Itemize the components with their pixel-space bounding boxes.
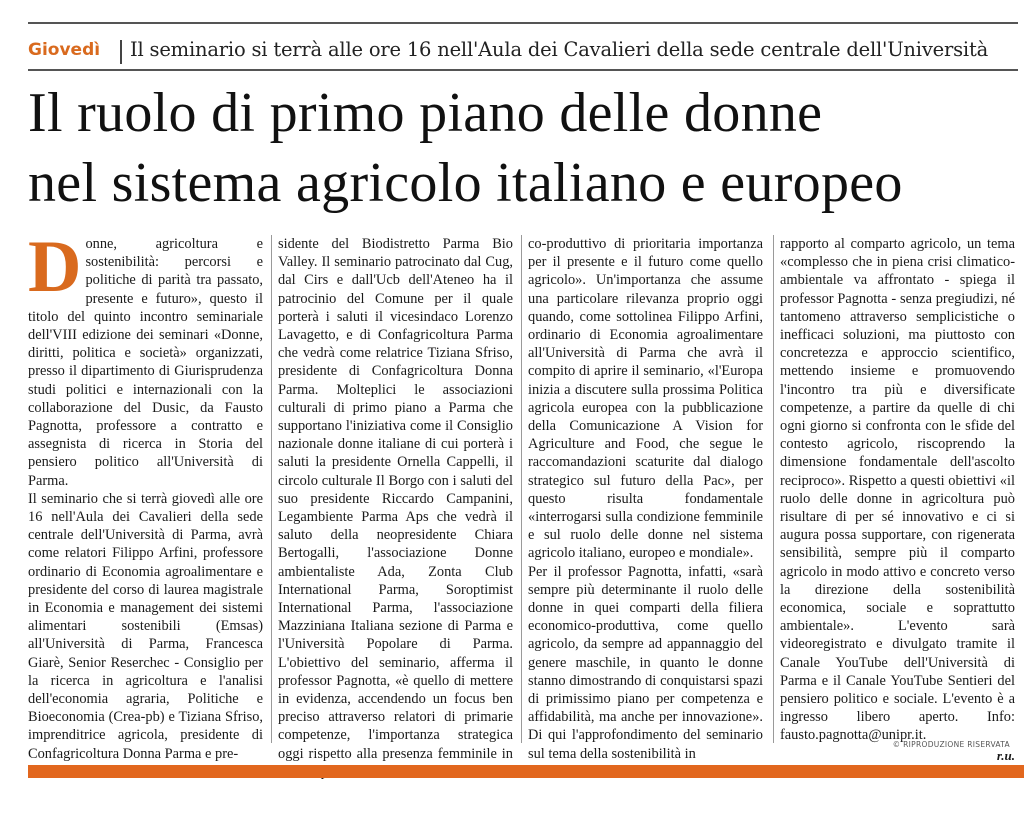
- headline-line-2: nel sistema agricolo italiano e europeo: [28, 152, 903, 214]
- section-label: Giovedì: [28, 40, 101, 60]
- article-body: [28, 226, 1018, 763]
- article-column-2: [278, 235, 513, 781]
- column-divider: [521, 235, 522, 743]
- article-column-1: [28, 226, 263, 763]
- copyright-notice: © RIPRODUZIONE RISERVATA: [892, 740, 1010, 749]
- article-column-4: [780, 235, 1015, 765]
- top-rule: [28, 22, 1018, 24]
- kicker-rule: [28, 69, 1018, 71]
- kicker-bar: [28, 36, 1018, 76]
- drop-cap: D: [28, 226, 82, 308]
- column-divider: [271, 235, 272, 743]
- bottom-color-bar: [28, 765, 1024, 778]
- paragraph: rapporto al comparto agricolo, un tema «complesso che in piena crisi climatico-ambientale va affrontato - spiega il professor Pagnotta - senza pregiudizi, né tantomeno attraverso semplicistiche o inefficaci soluzioni, ma piuttosto con concretezza e approccio scientifico, mettendo insieme e promuovendo l'incontro tra più e diversificate competenze, a partire da quelle di chi ogni giorno si confronta con le sfide del contesto agricolo, riscoprendo la dimensione fondamentale dell'ascolto reciproco». Rispetto a questi obiettivi «il ruolo delle donne in agricoltura può risultare di per sé innovativo e ci si augura possa supportare, con rigenerata sensibilità, sempre più il comparto agricolo in modo attivo e concreto verso la direzione della sostenibilità economica, sociale e soprattutto ambientale». L'evento sarà videoregistrato e divulgato tramite il Canale YouTube dell'Università di Parma e il Canale YouTube Sentieri del pensiero politico e sociale. L'evento è a ingresso libero aperto. Info: fausto.pagnotta@unipr.it.: [780, 236, 1016, 744]
- article-column-3: [528, 235, 763, 763]
- headline-line-1: Il ruolo di primo piano delle donne: [28, 82, 823, 144]
- column-divider: [773, 235, 774, 743]
- headline: [28, 78, 1018, 218]
- kicker-divider: [120, 40, 122, 64]
- paragraph: onne, agricoltura e sostenibilità: percorsi e politiche di parità tra passato, presente e futuro», questo il titolo del quinto incontro seminariale dell'VIII edizione dei seminari «Donne, diritti, politica e società» organizzati, presso il dipartimento di Giurisprudenza studi politici e internazionali con la collaborazione del Dusic, da Fausto Pagnotta, professore a contratto e assegnista di ricerca in Storia del pensiero politico all'Università di Parma.: [28, 236, 263, 489]
- author-signature: r.u.: [996, 747, 1015, 763]
- paragraph: co-produttivo di prioritaria importanza per il presente e il futuro come quello agricolo». Un'importanza che assume una particolare rilevanza proprio oggi quando, come sottolinea Filippo Arfini, ordinario di Economia agroalimentare all'Università di Parma che avrà il compito di aprire il seminario, «l'Europa inizia a discutere sulla prossima Politica agricola europea con la pubblicazione della Comunicazione A Vision for Agriculture and Food, che segue le raccomandazioni scaturite dal dialogo strategico sul futuro della Pac», per questo risulta fondamentale «interrogarsi sulla condizione femminile e sul ruolo delle donne nel sistema agricolo italiano, europeo e mondiale».: [528, 236, 763, 562]
- kicker-text: Il seminario si terrà alle ore 16 nell'Aula dei Cavalieri della sede centrale dell'Università: [130, 38, 989, 61]
- paragraph: Per il professor Pagnotta, infatti, «sarà sempre più determinante il ruolo delle donne in quei comparti della filiera economico-produttiva, come quello agricolo, da sempre ad appannaggio del genere maschile, in quanto le donne stanno dimostrando di conquistarsi spazi di primissimo piano per competenza e affidabilità, ma anche per innovazione». Di qui l'approfondimento del seminario sul tema della sostenibilità in: [528, 563, 763, 762]
- paragraph: Il seminario che si terrà giovedì alle ore 16 nell'Aula dei Cavalieri della sede centrale dell'Università di Parma, avrà come relatori Filippo Arfini, professore ordinario di Economia agroalimentare e presidente del corso di laurea magistrale in Economia e management dei sistemi alimentari sostenibili (Emsas) all'Università di Parma, Francesca Giarè, Senior Reserchec - Consiglio per la ricerca in agricoltura e l'analisi dell'economia agraria, Politiche e Bioeconomia (Crea-pb) e Tiziana Sfriso, imprenditrice agricola, presidente di Confagricoltura Donna Parma e pre-: [28, 490, 263, 762]
- paragraph: sidente del Biodistretto Parma Bio Valley. Il seminario patrocinato dal Cug, dal Cirs e dall'Ucb dell'Ateneo ha il patrocinio del Comune per il quale porterà i saluti il vicesindaco Lorenzo Lavagetto, e di Confagricoltura Parma che vedrà come relatrice Tiziana Sfriso, presidente di Confagricoltura Donna Parma. Molteplici le associazioni culturali di primo piano a Parma che supportano l'iniziativa come il Consiglio nazionale donne italiane di cui porterà i saluti la presidente Ornella Cappelli, il circolo culturale Il Borgo con i saluti del suo presidente Riccardo Campanini, Legambiente Parma Aps che vedrà il saluto della neopresidente Chiara Bertogalli, l'associazione Donne ambientaliste Ada, Zonta Club International Parma, Soroptimist International Parma, l'associazione Mazziniana Italiana sezione di Parma e l'Università Popolare di Parma. L'obiettivo del seminario, afferma il professor Pagnotta, «è quello di mettere in evidenza, accendendo un focus ben preciso attraverso relatori di primarie competenze, l'importanza strategica oggi rispetto alla presenza femminile in: [278, 236, 513, 762]
